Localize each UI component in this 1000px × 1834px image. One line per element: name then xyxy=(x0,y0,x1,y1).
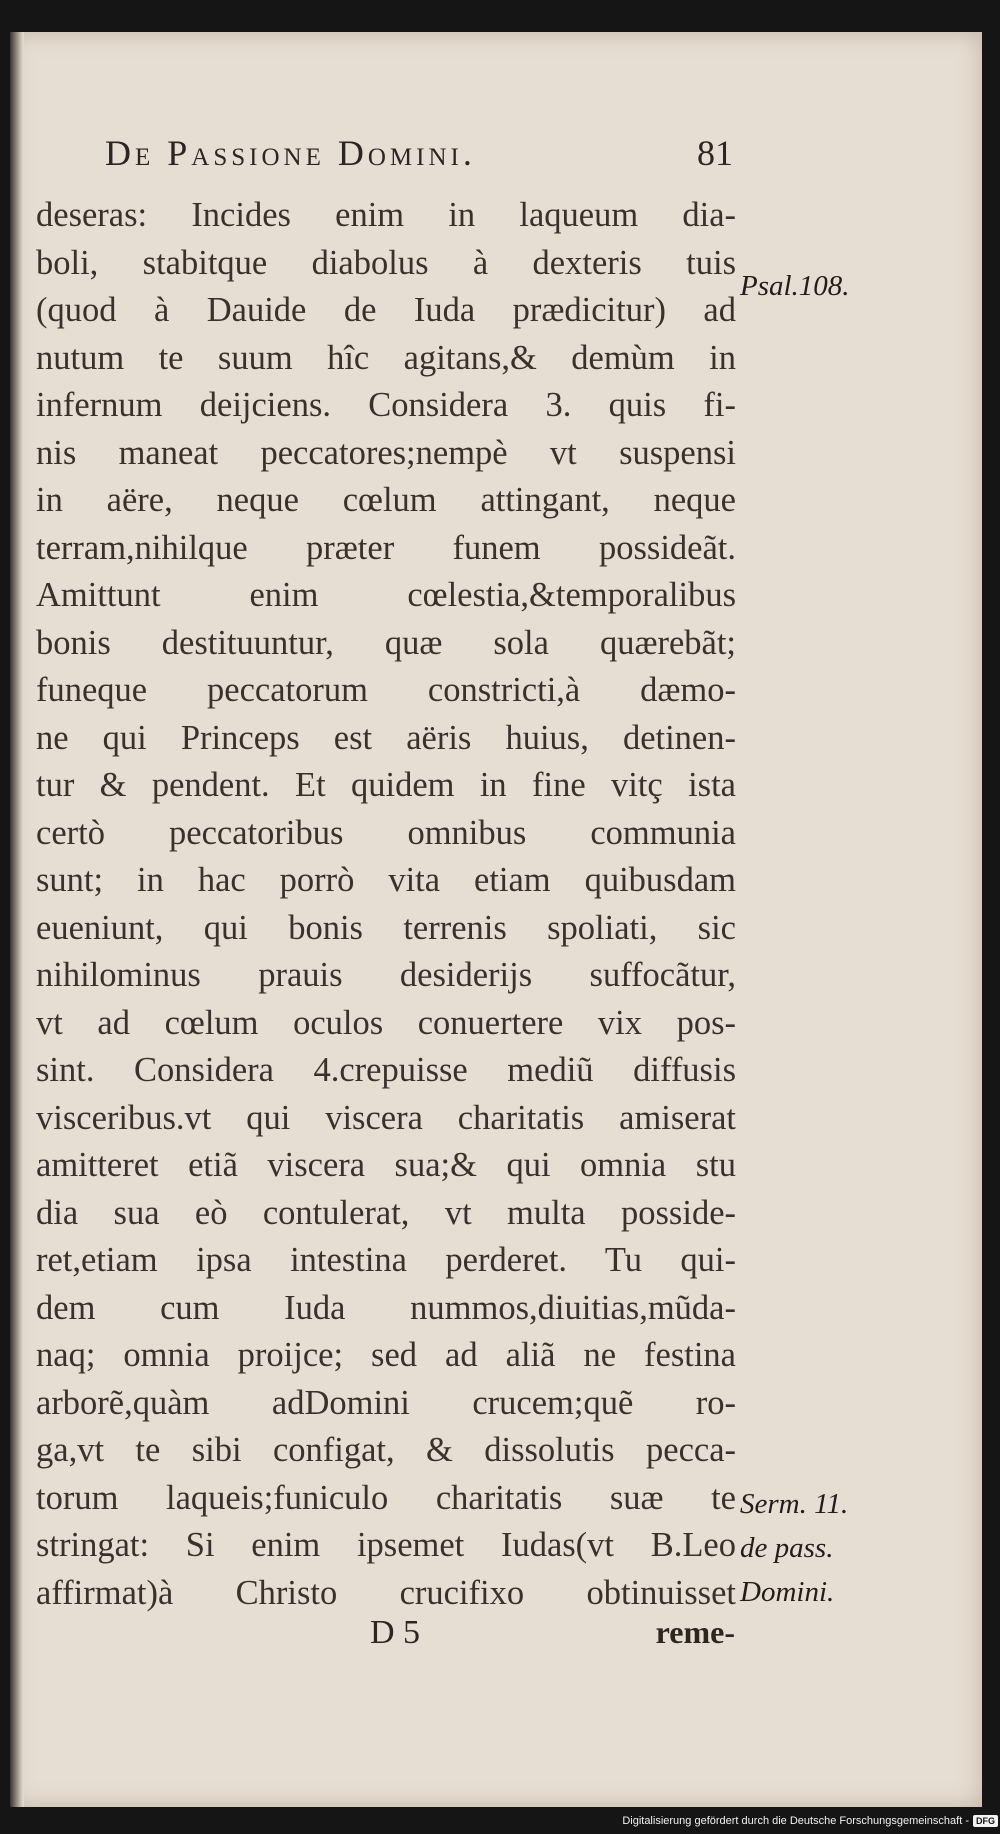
text-line: eueniunt, qui bonis terrenis spoliati, sic xyxy=(36,908,736,947)
text-line: torum laqueis;funiculo charitatis suæ te xyxy=(36,1478,736,1517)
margin-note-psalm: Psal.108. xyxy=(740,270,850,302)
text-line: ga,vt te sibi configat, & dissolutis pecca- xyxy=(36,1431,736,1469)
book-page xyxy=(10,32,982,1807)
running-title: De Passione Domini. xyxy=(105,133,476,173)
text-line: affirmat)à Christo crucifixo obtinuisset xyxy=(36,1573,736,1612)
credit-text: Digitalisierung gefördert durch die Deutsche Forschungsgemeinschaft - xyxy=(622,1815,969,1827)
body-text xyxy=(36,192,736,1617)
digitization-credit xyxy=(622,1810,998,1832)
text-line: certò peccatoribus omnibus communia xyxy=(36,813,736,852)
running-header xyxy=(105,132,733,192)
page-footer xyxy=(10,1614,740,1664)
text-line: boli, stabitque diabolus à dexteris tuis xyxy=(36,243,736,282)
margin-note-sermon: Domini. xyxy=(740,1576,835,1608)
text-line: bonis destituuntur, quæ sola quærebãt; xyxy=(36,623,736,662)
text-line: tur & pendent. Et quidem in fine vitç ista xyxy=(36,766,736,804)
text-line: nis maneat peccatores;nempè vt suspensi xyxy=(36,433,736,472)
text-line: sint. Considera 4.crepuisse mediũ diffusis xyxy=(36,1051,736,1089)
text-line: ret,etiam ipsa intestina perderet. Tu qui- xyxy=(36,1241,736,1279)
text-line: funeque peccatorum constricti,à dæmo- xyxy=(36,671,736,709)
text-line: dem cum Iuda nummos,diuitias,mũda- xyxy=(36,1288,736,1327)
text-line: amitteret etiã viscera sua;& qui omnia stu xyxy=(36,1146,736,1184)
book-spine xyxy=(10,32,24,1807)
text-line: nutum te suum hîc agitans,& demùm in xyxy=(36,338,736,377)
text-line: arborẽ,quàm adDomini crucem;quẽ ro- xyxy=(36,1383,736,1422)
margin-notes xyxy=(740,32,980,1807)
text-line: dia sua eò contulerat, vt multa posside- xyxy=(36,1193,736,1232)
text-line: (quod à Dauide de Iuda prædicitur) ad xyxy=(36,291,736,329)
text-line: sunt; in hac porrò vita etiam quibusdam xyxy=(36,861,736,899)
signature-mark: D 5 xyxy=(370,1614,421,1651)
margin-note-sermon: de pass. xyxy=(740,1532,834,1564)
text-line: nihilominus prauis desiderijs suffocãtur, xyxy=(36,956,736,994)
text-line: deseras: Incides enim in laqueum dia- xyxy=(36,196,736,234)
text-line: visceribus.vt qui viscera charitatis amiserat xyxy=(36,1098,736,1137)
text-line: Amittunt enim cœlestia,&temporalibus xyxy=(36,576,736,614)
text-line: ne qui Princeps est aëris huius, detinen- xyxy=(36,718,736,757)
margin-note-sermon: Serm. 11. xyxy=(740,1488,849,1520)
text-line: in aëre, neque cœlum attingant, neque xyxy=(36,481,736,519)
text-line: terram,nihilque præter funem possideãt. xyxy=(36,528,736,567)
text-line: stringat: Si enim ipsemet Iudas(vt B.Leo xyxy=(36,1526,736,1564)
page-number: 81 xyxy=(697,133,733,173)
text-line: vt ad cœlum oculos conuertere vix pos- xyxy=(36,1003,736,1042)
dfg-logo-icon: DFG xyxy=(973,1815,998,1827)
text-line: infernum deijciens. Considera 3. quis fi- xyxy=(36,386,736,424)
catchword: reme- xyxy=(655,1614,735,1650)
text-line: naq; omnia proijce; sed ad aliã ne festina xyxy=(36,1336,736,1374)
